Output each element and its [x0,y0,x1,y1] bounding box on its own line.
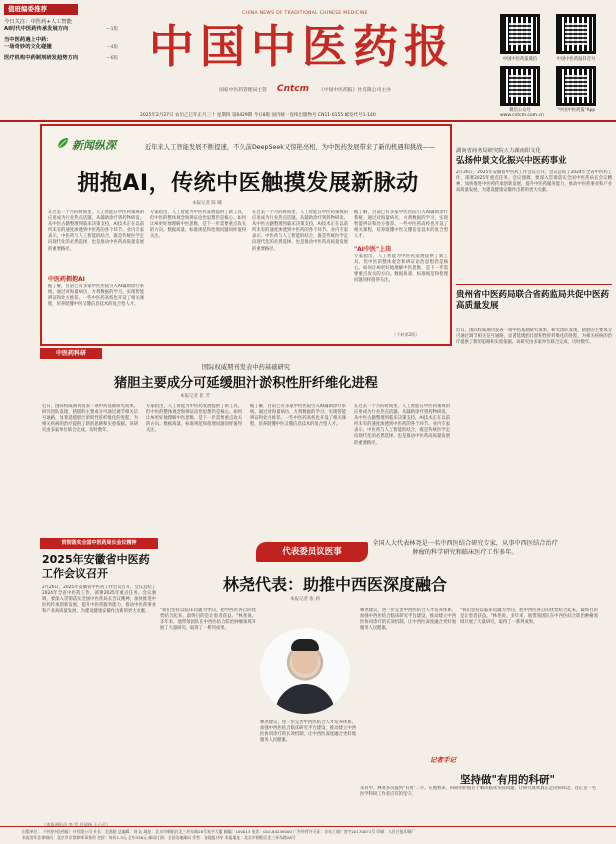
recommend-item-title: 今日关注：中医药+人工智能 [4,19,73,25]
qr-caption: "中国中医药报"App [556,108,596,113]
recommend-item-page: —1版 [106,27,118,32]
feature-tag [56,136,136,152]
anhui-credit: （本报通讯员 李 雪 任清扬 王心可） [42,822,111,827]
recommend-item[interactable] [4,55,118,62]
portrait-suit [275,684,335,714]
middle-subhead: 国际权威期刊发表中药基础研究 [201,364,291,371]
footer [0,826,616,844]
recommend-item[interactable] [4,19,118,33]
article-body: "我们坚持以临床问题为导向，把中西医各自的优势结合起来，最终目的是让患者获益。"林尧说。多年来，他带领团队在中西医结合防治肿瘤领域开展了大量研究，取得了一系列成果。 [160,608,256,632]
qr-code-icon[interactable] [556,66,596,106]
feature-byline: 本报记者 陈 曦 [192,201,222,206]
right-headline[interactable]: 贵州省中医药局联合省药监局共促中医药高质量发展 [456,290,610,311]
sponsor-line [140,84,470,94]
reporter-note-title[interactable]: 坚持做"有用的科研" [460,774,555,786]
article-body: 2月26日，2025年安徽省中医药工作会议召开。会议总结了2024年全省中医药工作，部署2025年重点任务。会议强调，要深入贯彻落实全国中医药局长会议精神，加快推进中医药传承创新发展，提升中医药服务能力，推动中医药事业和产业高质量发展，为建设健康安徽作出新的更大贡献。 [456,170,612,194]
footer-line: 出版单位：《中国中医药报》社有限公司 社长：毛嘉陵 总编辑：刘 沁 地址：北京市朝阳区北三环东路28号易亨大厦 邮编：100013 电话：010-84249000 广告经营许可证：京东工商广登字20170071号 印刷：人民日报印刷厂 [22,829,416,834]
article-body: 在过去一个月的时间里，人工智能在中医药领域的应用成为行业热点话题。从辅助诊疗到药物研发，从中医古籍整理到临床决策支持，AI技术正在以前所未有的速度渗透到中医药的各个环节。业内专家表示，中医药与人工智能的结合，既是传统医学走向现代化的必然选择，也是推动中医药高质量发展的重要路径。 [354,404,450,446]
column-divider [456,284,612,285]
cntcm-logo: Cntcm [276,84,310,94]
qr-caption: 中国中医药报微信 [502,57,538,62]
footer-line: 本报常年法律顾问：北京市京都律师事务所 定价：每份1.5元 全年338元 邮局订阅：全国各地邮局 零售：各地报刊亭 本报地址：北京市朝阳区北三环东路28号 [22,834,296,840]
anhui-headline[interactable]: 2025年安徽省中医药工作会议召开 [42,553,150,580]
paper-title: 中国中医药报 [148,20,455,73]
article-body: 专家指出，人工智能为中医药发展提供了新工具，但中医的整体观念和辨证论治思想仍是核心。如何让AI更好地理解中医思维，是下一步需要重点攻关的方向。数据质量、标准规范和伦理问题同样值得关注。 [150,210,246,240]
continued-note: （下转第2版） [392,332,420,337]
recommend-item-title: 医疗机构中药制剂研发趋势方向 [4,55,79,61]
paper-english-name: CHINA NEWS OF TRADITIONAL CHINESE MEDICINE [242,11,368,16]
article-body: 林尧建议，进一步完善中西医结合人才培养体系，加强中西医结合临床研究平台建设，推动建立中西医协同诊疗的长效机制，让中西医深度融合更好地服务人民健康。 [360,608,456,632]
anhui-section-tag: 贯彻落实全国中医药局长会议精神 [40,538,158,549]
feature-article[interactable] [40,124,452,346]
editor-recommend-box [4,4,118,104]
article-body: 在过去一个月的时间里，人工智能在中医药领域的应用成为行业热点话题。从辅助诊疗到药物研发，从中医古籍整理到临床决策支持，AI技术正在以前所未有的速度渗透到中医药的各个环节。业内专家表示，中医药与人工智能的结合，既是传统医学走向现代化的必然选择，也是推动中医药高质量发展的重要路径。 [48,210,144,252]
middle-headline[interactable]: 猪胆主要成分可延缓胆汁淤积性肝纤维化进程 [114,376,378,391]
middle-byline: 本报记者 崔 芳 [180,394,210,399]
sub-head: "AI中医"上岗 [354,246,392,253]
article-body: 采访中，林尧多次提到"有用"二字。在他看来，科研的价值在于解决临床实际问题，让研究成果真正走向病床边，这正是一名医学科研工作者应有的坚守。 [360,786,596,798]
article-body: 近日，国际权威期刊发表一项中药基础研究成果。研究团队发现，猪胆的主要成分可通过调节相关信号通路，显著延缓胆汁淤积性肝纤维化的进程，为相关疾病的治疗提供了新的思路和实验依据。该研究由多家单位联合完成，历时数年。 [42,404,138,434]
qr-code-icon[interactable] [556,14,596,54]
leaf-icon [56,136,70,150]
sponsor-left: 国家中医药管理局主管 [219,87,267,93]
representative-headline[interactable]: 林尧代表：助推中西医深度融合 [222,575,447,594]
article-body: 林尧建议，进一步完善中西医结合人才培养体系，加强中西医结合临床研究平台建设，推动建立中西医协同诊疗的长效机制，让中西医深度融合更好地服务人民健康。 [260,720,356,744]
recommend-item-sub: 一场奇妙的文化碰撞 [4,44,52,50]
representative-byline: 本报记者 张 莉 [290,597,320,602]
right-column [456,124,612,534]
reporter-note-tag: 记者手记 [430,756,456,764]
article-body: 据了解，目前已有多家中医医院引入AI辅助诊疗系统，通过对海量病历、方剂数据的学习，实现智能辨证和处方推荐。一些中医药高校也开设了相关课程，培养既懂中医又懂信息技术的复合型人才。 [354,210,448,240]
qr-caption: 微信公众号 [509,108,531,113]
section-tag: 中医药科研 [40,348,102,359]
article-body: 专家指出，人工智能为中医药发展提供了新工具，但中医的整体观念和辨证论治思想仍是核心。如何让AI更好地理解中医思维，是下一步需要重点攻关的方向。数据质量、标准规范和伦理问题同样值得关注。 [354,254,448,284]
qr-caption: 中国中医药报抖音号 [556,57,596,62]
article-body: 专家指出，人工智能为中医药发展提供了新工具，但中医的整体观念和辨证论治思想仍是核心。如何让AI更好地理解中医思维，是下一步需要重点攻关的方向。数据质量、标准规范和伦理问题同样值得关注。 [146,404,242,434]
article-body: 据了解，目前已有多家中医医院引入AI辅助诊疗系统，通过对海量病历、方剂数据的学习，实现智能辨证和处方推荐。一些中医药高校也开设了相关课程，培养既懂中医又懂信息技术的复合型人才。 [250,404,346,428]
website-link[interactable]: www.cntcm.com.cn [500,113,544,118]
article-body: "我们坚持以临床问题为导向，把中西医各自的优势结合起来，最终目的是让患者获益。"林尧说。多年来，他带领团队在中西医结合防治肿瘤领域开展了大量研究，取得了一系列成果。 [460,608,598,626]
editor-recommend-tag: 值班编委推荐 [4,4,78,15]
feature-deck: 近年来人工智能发展不断提速，不久前DeepSeek又惊艳亮相，为中医药发展带来了新的机遇和挑战—— [144,144,436,151]
feature-headline[interactable]: 拥抱AI，传统中医触摸发展新脉动 [77,171,419,196]
article-body: 据了解，目前已有多家中医医院引入AI辅助诊疗系统，通过对海量病历、方剂数据的学习，实现智能辨证和处方推荐。一些中医药高校也开设了相关课程，培养既懂中医又懂信息技术的复合型人才。 [48,284,144,308]
masthead-divider [0,120,616,122]
recommend-item-page: —4版 [106,45,118,50]
article-body: 在过去一个月的时间里，人工智能在中医药领域的应用成为行业热点话题。从辅助诊疗到药物研发，从中医古籍整理到临床决策支持，AI技术正在以前所未有的速度渗透到中医药的各个环节。业内专家表示，中医药与人工智能的结合，既是传统医学走向现代化的必然选择，也是推动中医药高质量发展的重要路径。 [252,210,348,252]
right-kicker: 湖南省商务局研究院大力湖南阳文化 [456,148,541,154]
right-headline[interactable]: 弘扬仲景文化振兴中医药事业 [456,156,567,166]
article-body: 2月26日，2025年安徽省中医药工作会议召开。会议总结了2024年全省中医药工作，部署2025年重点任务。会议强调，要深入贯彻落实全国中医药局长会议精神，加快推进中医药传承创新发展，提升中医药服务能力，推动中医药事业和产业高质量发展，为建设健康安徽作出新的更大贡献。 [42,585,156,615]
representative-tag: 代表委员议医事 [256,542,368,562]
recommend-item[interactable] [4,37,118,51]
representative-deck: 全国人大代表林尧是一名中西医结合研究专家，从事中西医结合治疗肿瘤的科学研究和临床医疗工作多年。 [372,540,558,556]
representative-portrait [260,628,350,714]
representative-feature[interactable] [160,536,602,826]
feature-tag-label: 新闻纵深 [72,139,116,152]
qr-code-icon[interactable] [500,66,540,106]
sub-head: 中医药拥抱AI [48,276,85,283]
recommend-item-page: —6版 [106,56,118,61]
article-body: 近日，国际权威期刊发表一项中药基础研究成果。研究团队发现，猪胆的主要成分可通过调节相关信号通路，显著延缓胆汁淤积性肝纤维化的进程，为相关疾病的治疗提供了新的思路和实验依据。该研究由多家单位联合完成，历时数年。 [456,328,612,346]
recommend-item-title: 当中医药遇上中药： [4,37,52,43]
sponsor-right: 《中国中医药报》社有限公司主办 [319,87,391,93]
issue-info: 2025年2月27日 农历乙巳年正月三十 星期四 第6429期 今日8版 国内统一连续出版物号 CN11-0155 邮发代号1-140 [140,113,376,118]
portrait-hair [291,639,319,651]
recommend-item-sub: AI时代中医药传承发展方向 [4,26,69,32]
qr-code-icon[interactable] [500,14,540,54]
